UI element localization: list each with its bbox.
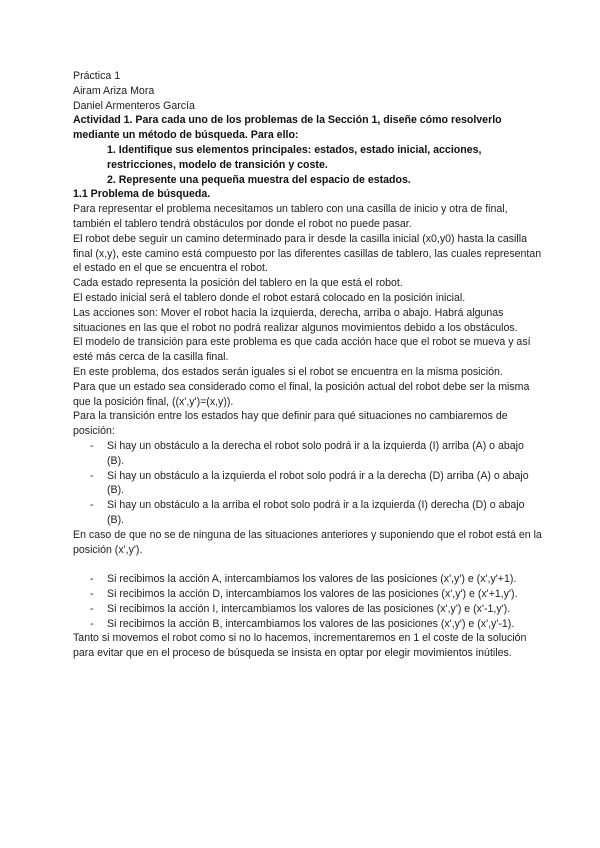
list-item bbox=[73, 439, 543, 469]
paragraph: Para representar el problema necesitamos un tablero con una casilla de inicio y otra de final, también el tablero tendrá obstáculos por donde el robot no puede pasar. bbox=[73, 203, 508, 230]
list-item bbox=[73, 469, 543, 499]
blank-line bbox=[73, 557, 543, 572]
paragraph: En este problema, dos estados serán iguales si el robot se encuentra en la misma posición. bbox=[73, 365, 503, 378]
paragraph: Las acciones son: Mover el robot hacia la izquierda, derecha, arriba o abajo. Habrá algunas situaciones en las que el robot no podrá realizar algunos movimientos debido a los obstáculos. bbox=[73, 306, 518, 334]
section-title: 1.1 Problema de búsqueda. bbox=[73, 188, 211, 201]
paragraph: Tanto si movemos el robot como si no lo hacemos, incrementaremos en 1 el coste de la solución para evitar que en el proceso de búsqueda se insista en optar por elegir movimientos inútiles. bbox=[73, 632, 527, 660]
list-item bbox=[73, 617, 543, 632]
paragraph: El modelo de transición para este problema es que cada acción hace que el robot se mueva y así esté más cerca de la casilla final. bbox=[73, 336, 531, 364]
list-item bbox=[73, 572, 543, 587]
list-marker: - bbox=[90, 588, 94, 601]
list-marker: - bbox=[90, 439, 94, 452]
list-item-text: Si hay un obstáculo a la derecha el robot solo podrá ir a la izquierda (I) arriba (A) o abajo (B). bbox=[107, 439, 524, 467]
list-item-text: Si recibimos la acción D, intercambiamos los valores de las posiciones (x',y') e (x'+1,y'). bbox=[107, 588, 518, 601]
list-marker: - bbox=[90, 573, 94, 586]
activity-heading: Actividad 1. Para cada uno de los problemas de la Sección 1, diseñe cómo resolverlo mediante un método de búsqueda. Para ello: bbox=[73, 114, 502, 142]
paragraph: El robot debe seguir un camino determinado para ir desde la casilla inicial (x0,y0) hasta la casilla final (x,y), este camino está compuesto por las diferentes casillas de tablero, las cuales representan el estado en el que se encuentra el robot. bbox=[73, 232, 542, 275]
list-marker: - bbox=[90, 602, 94, 615]
paragraph: Para que un estado sea considerado como el final, la posición actual del robot debe ser la misma que la posición final, ((x',y')=(x,y)). bbox=[73, 380, 530, 408]
paragraph: Cada estado representa la posición del tablero en la que está el robot. bbox=[73, 277, 403, 290]
list-marker: - bbox=[90, 617, 94, 630]
list-item-text: Si recibimos la acción B, intercambiamos los valores de las posiciones (x',y') e (x',y'-1). bbox=[107, 617, 515, 630]
list-item bbox=[73, 587, 543, 602]
author-2: Daniel Armenteros García bbox=[73, 99, 195, 112]
list-marker: - bbox=[90, 499, 94, 512]
document-title: Práctica 1 bbox=[73, 70, 121, 82]
document-page bbox=[73, 69, 543, 661]
list-item bbox=[73, 498, 543, 528]
author-1: Airam Ariza Mora bbox=[73, 84, 155, 97]
paragraph: En caso de que no se de ninguna de las situaciones anteriores y suponiendo que el robot está en la posición (x',y'). bbox=[73, 528, 542, 556]
list-marker: - bbox=[90, 469, 94, 482]
list-item-text: Si recibimos la acción A, intercambiamos los valores de las posiciones (x',y') e (x',y'+1). bbox=[107, 573, 517, 586]
paragraph: El estado inicial será el tablero donde el robot estará colocado en la posición inicial. bbox=[73, 291, 466, 304]
list-item-text: Si hay un obstáculo a la izquierda el robot solo podrá ir a la derecha (D) arriba (A) o abajo (B). bbox=[107, 469, 529, 497]
list-item-text: Si recibimos la acción I, intercambiamos los valores de las posiciones (x',y') e (x'-1,y'). bbox=[107, 602, 511, 615]
action-list bbox=[73, 572, 543, 631]
list-item bbox=[73, 602, 543, 617]
activity-step-1: 1. Identifique sus elementos principales: estados, estado inicial, acciones, restricciones, modelo de transición y coste. bbox=[107, 143, 482, 171]
activity-step-2: 2. Represente una pequeña muestra del espacio de estados. bbox=[107, 173, 411, 186]
paragraph: Para la transición entre los estados hay que definir para qué situaciones no cambiaremos de posición: bbox=[73, 410, 508, 438]
obstacle-list bbox=[73, 439, 543, 528]
list-item-text: Si hay un obstáculo a la arriba el robot solo podrá ir a la izquierda (I) derecha (D) o abajo (B). bbox=[107, 499, 525, 526]
